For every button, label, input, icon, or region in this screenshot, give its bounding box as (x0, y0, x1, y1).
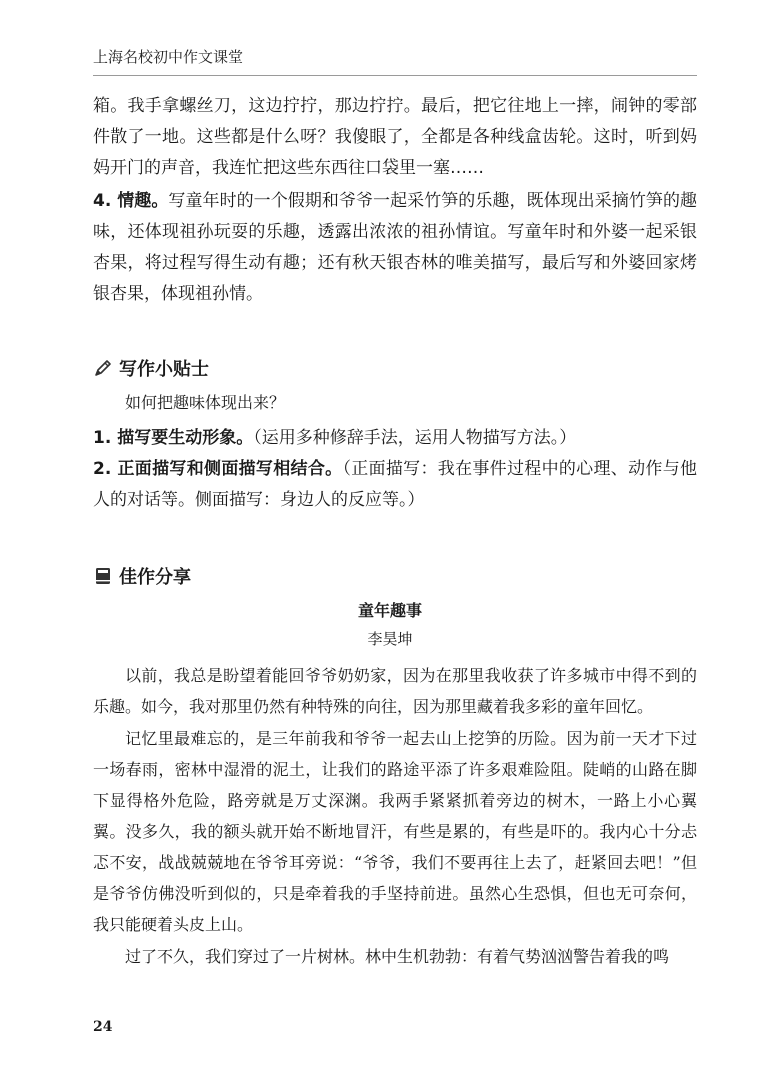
essay-paragraph-2: 记忆里最难忘的，是三年前我和爷爷一起去山上挖笋的历险。因为前一天才下过一场春雨，密林中湿滑的泥土，让我们的路途平添了许多艰难险阻。陡峭的山路在脚下显得格外危险，路旁就是万丈深渊。我两手紧紧抓着旁边的树木，一路上小心翼翼。没多久，我的额头就开始不断地冒汗，有些是累的，有些是吓的。我内心十分忐忑不安，战战兢兢地在爷爷耳旁说：“爷爷，我们不要再往上去了，赶紧回去吧！”但是爷爷仿佛没听到似的，只是牵着我的手坚持前进。虽然心生恐惧，但也无可奈何，我只能硬着头皮上山。 (93, 729, 697, 934)
header-divider (93, 75, 697, 76)
intro-item-4-text: 写童年时的一个假期和爷爷一起采竹笋的乐趣，既体现出采摘竹笋的趣味，还体现祖孙玩耍的乐趣，透露出浓浓的祖孙情谊。写童年时和外婆一起采银杏果，将过程写得生动有趣；还有秋天银杏林的唯美描写，最后写和外婆回家烤银杏果，体现祖孙情。 (93, 191, 697, 304)
pencil-icon (93, 358, 113, 378)
running-header: 上海名校初中作文课堂 (93, 48, 244, 66)
tips-heading-text: 写作小贴士 (119, 359, 209, 380)
tips-section-heading (93, 355, 209, 381)
showcase-section-heading (93, 563, 191, 589)
tip-item-1 (93, 423, 697, 454)
intro-paragraph-2 (93, 186, 697, 310)
essay-author: 李昊坤 (367, 630, 413, 648)
tips-question: 如何把趣味体现出来？ (125, 393, 286, 412)
essay-paragraph-1: 以前，我总是盼望着能回爷爷奶奶家，因为在那里我收获了许多城市中得不到的乐趣。如今，我对那里仍然有种特殊的向往，因为那里藏着我多彩的童年回忆。 (93, 666, 697, 716)
intro-item-4-label: 4. 情趣。 (93, 191, 169, 211)
tip-item-2-label: 2. 正面描写和侧面描写相结合。 (93, 459, 343, 479)
tip-item-2 (93, 454, 697, 516)
tip-item-2-text: （正面描写：我在事件过程中的心理、动作与他人的对话等。侧面描写：身边人的反应等。） (93, 459, 698, 510)
notebook-icon (93, 566, 113, 586)
tip-item-1-label: 1. 描写要生动形象。 (93, 428, 254, 448)
showcase-heading-text: 佳作分享 (119, 567, 191, 588)
page-number: 24 (93, 1019, 113, 1035)
tip-item-1-text: （运用多种修辞手法，运用人物描写方法。） (253, 428, 577, 448)
essay-paragraph-3: 过了不久，我们穿过了一片树林。林中生机勃勃：有着气势汹汹警告着我的鸣 (125, 947, 670, 966)
intro-paragraph-1: 箱。我手拿螺丝刀，这边拧拧，那边拧拧。最后，把它往地上一摔，闹钟的零部件散了一地。这些都是什么呀？我傻眼了，全都是各种线盒齿轮。这时，听到妈妈开门的声音，我连忙把这些东西往口袋里一塞…… (93, 96, 697, 178)
essay-title: 童年趣事 (357, 601, 422, 620)
